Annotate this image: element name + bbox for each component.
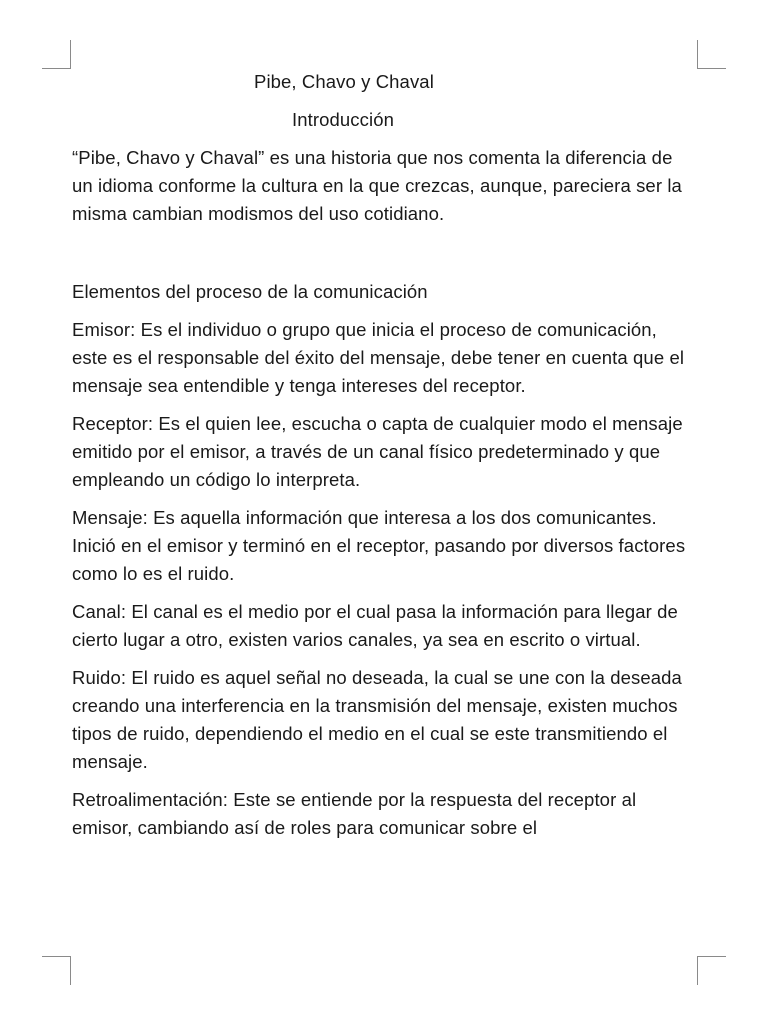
paragraph-ruido: Ruido: El ruido es aquel señal no deseada, la cual se une con la deseada creando una interferencia en la transmisión del mensaje, existen muchos tipos de ruido, dependiendo el medio en el cual se este transmitiendo el mensaje. — [72, 667, 682, 772]
crop-mark-bottom-left — [42, 956, 71, 985]
document-title: Pibe, Chavo y Chaval — [254, 71, 434, 92]
crop-mark-bottom-right — [697, 956, 726, 985]
document-subtitle: Introducción — [292, 109, 394, 130]
paragraph-receptor: Receptor: Es el quien lee, escucha o capta de cualquier modo el mensaje emitido por el emisor, a través de un canal físico predeterminado y que empleando un código lo interpreta. — [72, 413, 683, 490]
paragraph-retroalimentacion: Retroalimentación: Este se entiende por la respuesta del receptor al emisor, cambiando así de roles para comunicar sobre el — [72, 789, 637, 838]
crop-mark-top-right — [697, 40, 726, 69]
intro-paragraph: “Pibe, Chavo y Chaval” es una historia que nos comenta la diferencia de un idioma conforme la cultura en la que crezcas, aunque, pareciera ser la misma cambian modismos del uso cotidiano. — [72, 147, 682, 224]
paragraph-canal: Canal: El canal es el medio por el cual pasa la información para llegar de cierto lugar a otro, existen varios canales, ya sea en escrito o virtual. — [72, 601, 678, 650]
paragraph-emisor: Emisor: Es el individuo o grupo que inicia el proceso de comunicación, este es el responsable del éxito del mensaje, debe tener en cuenta que el mensaje sea entendible y tenga intereses del receptor. — [72, 319, 685, 396]
document-body — [72, 68, 696, 842]
section-heading: Elementos del proceso de la comunicación — [72, 281, 428, 302]
paragraph-mensaje: Mensaje: Es aquella información que interesa a los dos comunicantes. Inició en el emisor y terminó en el receptor, pasando por diversos factores como lo es el ruido. — [72, 507, 686, 584]
crop-mark-top-left — [42, 40, 71, 69]
